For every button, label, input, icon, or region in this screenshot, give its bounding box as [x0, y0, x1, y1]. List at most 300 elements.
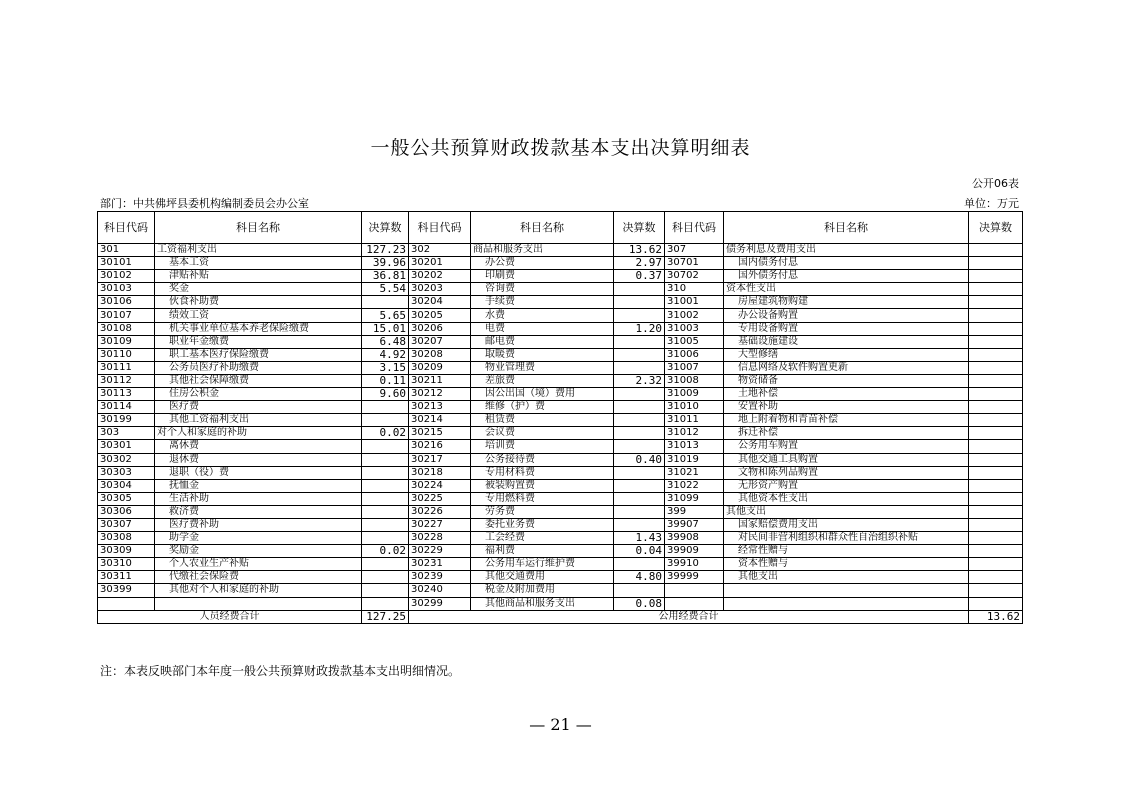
cell-name: 国外债务付息 — [724, 270, 969, 283]
cell-name: 水费 — [471, 309, 614, 322]
table-row — [98, 532, 1023, 545]
cell-code: 31005 — [665, 335, 724, 348]
cell-amount: 6.48 — [362, 335, 409, 348]
cell-code: 30303 — [98, 466, 155, 479]
table-row — [98, 335, 1023, 348]
cell-name: 劳务费 — [471, 505, 614, 518]
unit-label: 单位：万元 — [964, 197, 1019, 210]
cell-amount — [614, 505, 665, 518]
cell-amount — [362, 414, 409, 427]
cell-amount — [362, 479, 409, 492]
cell-code: 30301 — [98, 440, 155, 453]
cell-name: 安置补助 — [724, 401, 969, 414]
cell-code: 30304 — [98, 479, 155, 492]
cell-amount — [969, 388, 1023, 401]
cell-code: 30202 — [409, 270, 471, 283]
expenditure-table — [97, 211, 1023, 624]
cell-name: 代缴社会保险费 — [155, 571, 362, 584]
cell-amount — [969, 296, 1023, 309]
table-row — [98, 244, 1023, 257]
table-row — [98, 545, 1023, 558]
table-row — [98, 322, 1023, 335]
cell-code: 30216 — [409, 440, 471, 453]
cell-amount — [614, 440, 665, 453]
cell-name: 国家赔偿费用支出 — [724, 518, 969, 531]
cell-name: 住房公积金 — [155, 388, 362, 401]
cell-code: 30399 — [98, 584, 155, 597]
cell-amount — [362, 584, 409, 597]
cell-name: 拆迁补偿 — [724, 427, 969, 440]
cell-name: 医疗费补助 — [155, 518, 362, 531]
header-amount-1: 决算数 — [362, 212, 409, 244]
table-row — [98, 257, 1023, 270]
cell-name: 福利费 — [471, 545, 614, 558]
cell-amount — [969, 348, 1023, 361]
cell-name: 离休费 — [155, 440, 362, 453]
table-row — [98, 466, 1023, 479]
table-row — [98, 518, 1023, 531]
cell-amount — [614, 335, 665, 348]
cell-code: 30206 — [409, 322, 471, 335]
table-row — [98, 309, 1023, 322]
cell-code: 30225 — [409, 492, 471, 505]
cell-name: 公务用车运行维护费 — [471, 558, 614, 571]
cell-amount — [362, 518, 409, 531]
cell-name: 被装购置费 — [471, 479, 614, 492]
table-row — [98, 440, 1023, 453]
table-row — [98, 374, 1023, 387]
cell-amount: 0.37 — [614, 270, 665, 283]
cell-code: 30112 — [98, 374, 155, 387]
cell-code: 31010 — [665, 401, 724, 414]
table-row — [98, 584, 1023, 597]
cell-name: 机关事业单位基本养老保险缴费 — [155, 322, 362, 335]
cell-name: 基础设施建设 — [724, 335, 969, 348]
cell-amount: 0.02 — [362, 545, 409, 558]
cell-amount: 36.81 — [362, 270, 409, 283]
cell-name: 委托业务费 — [471, 518, 614, 531]
cell-amount — [614, 558, 665, 571]
cell-name — [724, 597, 969, 610]
cell-name: 经常性赠与 — [724, 545, 969, 558]
cell-name: 取暖费 — [471, 348, 614, 361]
cell-code: 30107 — [98, 309, 155, 322]
cell-code: 30702 — [665, 270, 724, 283]
cell-code: 30109 — [98, 335, 155, 348]
cell-name: 邮电费 — [471, 335, 614, 348]
cell-name: 伙食补助费 — [155, 296, 362, 309]
cell-name: 救济费 — [155, 505, 362, 518]
cell-amount: 127.23 — [362, 244, 409, 257]
table-note: 注：本表反映部门本年度一般公共预算财政拨款基本支出明细情况。 — [100, 664, 461, 678]
cell-amount — [362, 466, 409, 479]
cell-name: 对民间非营利组织和群众性自治组织补贴 — [724, 532, 969, 545]
cell-code: 31009 — [665, 388, 724, 401]
cell-name: 退职（役）费 — [155, 466, 362, 479]
cell-amount — [362, 492, 409, 505]
cell-name: 奖励金 — [155, 545, 362, 558]
cell-name: 绩效工资 — [155, 309, 362, 322]
cell-code: 30101 — [98, 257, 155, 270]
department-label: 部门：中共佛坪县委机构编制委员会办公室 — [100, 197, 309, 210]
cell-amount — [614, 361, 665, 374]
cell-amount — [969, 283, 1023, 296]
cell-code: 31021 — [665, 466, 724, 479]
cell-code: 39907 — [665, 518, 724, 531]
personnel-total-label: 人员经费合计 — [98, 610, 362, 623]
cell-code: 31019 — [665, 453, 724, 466]
cell-amount: 0.08 — [614, 597, 665, 610]
cell-amount — [362, 440, 409, 453]
cell-name: 电费 — [471, 322, 614, 335]
cell-amount — [969, 584, 1023, 597]
cell-name: 医疗费 — [155, 401, 362, 414]
table-row — [98, 283, 1023, 296]
cell-name: 维修（护）费 — [471, 401, 614, 414]
cell-amount: 2.32 — [614, 374, 665, 387]
cell-amount: 4.92 — [362, 348, 409, 361]
cell-amount — [969, 453, 1023, 466]
cell-amount: 4.80 — [614, 571, 665, 584]
table-row — [98, 348, 1023, 361]
cell-code: 31011 — [665, 414, 724, 427]
header-code-3: 科目代码 — [665, 212, 724, 244]
cell-amount: 0.40 — [614, 453, 665, 466]
table-row — [98, 505, 1023, 518]
cell-amount — [614, 427, 665, 440]
cell-amount: 13.62 — [614, 244, 665, 257]
cell-name: 印刷费 — [471, 270, 614, 283]
header-amount-2: 决算数 — [614, 212, 665, 244]
cell-name: 其他支出 — [724, 571, 969, 584]
table-row — [98, 401, 1023, 414]
cell-name: 职工基本医疗保险缴费 — [155, 348, 362, 361]
cell-code: 30224 — [409, 479, 471, 492]
cell-code: 310 — [665, 283, 724, 296]
cell-code — [98, 597, 155, 610]
cell-amount — [614, 388, 665, 401]
cell-name: 房屋建筑物购建 — [724, 296, 969, 309]
cell-amount — [362, 597, 409, 610]
table-row — [98, 427, 1023, 440]
public-total-label: 公用经费合计 — [409, 610, 969, 623]
cell-code: 307 — [665, 244, 724, 257]
cell-code: 30108 — [98, 322, 155, 335]
cell-amount: 5.54 — [362, 283, 409, 296]
cell-amount: 39.96 — [362, 257, 409, 270]
cell-code: 31022 — [665, 479, 724, 492]
cell-amount — [362, 296, 409, 309]
cell-name: 其他支出 — [724, 505, 969, 518]
cell-amount — [969, 505, 1023, 518]
cell-name: 债务利息及费用支出 — [724, 244, 969, 257]
table-row — [98, 296, 1023, 309]
table-row — [98, 571, 1023, 584]
cell-name: 其他商品和服务支出 — [471, 597, 614, 610]
cell-amount: 2.97 — [614, 257, 665, 270]
table-row — [98, 597, 1023, 610]
cell-name: 商品和服务支出 — [471, 244, 614, 257]
cell-amount — [614, 401, 665, 414]
cell-name: 培训费 — [471, 440, 614, 453]
cell-amount — [614, 492, 665, 505]
cell-name: 国内债务付息 — [724, 257, 969, 270]
cell-code: 39908 — [665, 532, 724, 545]
header-name-3: 科目名称 — [724, 212, 969, 244]
table-header-row — [98, 212, 1023, 244]
cell-name: 土地补偿 — [724, 388, 969, 401]
cell-amount — [614, 348, 665, 361]
cell-code: 39910 — [665, 558, 724, 571]
cell-name: 工资福利支出 — [155, 244, 362, 257]
cell-amount: 0.02 — [362, 427, 409, 440]
cell-code: 30218 — [409, 466, 471, 479]
table-row — [98, 453, 1023, 466]
cell-code: 31006 — [665, 348, 724, 361]
cell-code: 31013 — [665, 440, 724, 453]
cell-name: 因公出国（境）费用 — [471, 388, 614, 401]
cell-name: 对个人和家庭的补助 — [155, 427, 362, 440]
cell-code: 30205 — [409, 309, 471, 322]
cell-amount — [969, 270, 1023, 283]
cell-code: 30106 — [98, 296, 155, 309]
header-code-2: 科目代码 — [409, 212, 471, 244]
cell-amount — [969, 440, 1023, 453]
cell-amount — [969, 558, 1023, 571]
cell-code: 30306 — [98, 505, 155, 518]
cell-code: 30302 — [98, 453, 155, 466]
cell-amount — [362, 401, 409, 414]
cell-amount — [362, 505, 409, 518]
cell-name: 办公设备购置 — [724, 309, 969, 322]
cell-code: 30299 — [409, 597, 471, 610]
cell-amount — [614, 309, 665, 322]
cell-code: 30214 — [409, 414, 471, 427]
cell-amount — [969, 257, 1023, 270]
cell-amount — [614, 296, 665, 309]
cell-amount — [614, 283, 665, 296]
cell-code: 30207 — [409, 335, 471, 348]
cell-name: 生活补助 — [155, 492, 362, 505]
cell-code: 30114 — [98, 401, 155, 414]
cell-amount — [969, 309, 1023, 322]
cell-name: 会议费 — [471, 427, 614, 440]
cell-amount — [969, 466, 1023, 479]
cell-code: 39999 — [665, 571, 724, 584]
cell-name: 专用材料费 — [471, 466, 614, 479]
cell-amount — [969, 532, 1023, 545]
cell-amount — [362, 532, 409, 545]
cell-name: 助学金 — [155, 532, 362, 545]
cell-amount — [969, 518, 1023, 531]
cell-amount — [969, 401, 1023, 414]
cell-name: 其他对个人和家庭的补助 — [155, 584, 362, 597]
cell-code: 31007 — [665, 361, 724, 374]
cell-code: 30228 — [409, 532, 471, 545]
cell-code: 30226 — [409, 505, 471, 518]
table-row — [98, 558, 1023, 571]
table-row — [98, 492, 1023, 505]
cell-code: 30212 — [409, 388, 471, 401]
cell-code: 30240 — [409, 584, 471, 597]
totals-row — [98, 610, 1023, 623]
cell-code: 30307 — [98, 518, 155, 531]
table-row — [98, 479, 1023, 492]
cell-code — [665, 584, 724, 597]
cell-amount — [614, 466, 665, 479]
cell-name: 公务接待费 — [471, 453, 614, 466]
cell-code: 30208 — [409, 348, 471, 361]
cell-code: 30199 — [98, 414, 155, 427]
cell-name: 公务员医疗补助缴费 — [155, 361, 362, 374]
cell-name: 其他交通费用 — [471, 571, 614, 584]
cell-code: 30310 — [98, 558, 155, 571]
cell-amount — [969, 322, 1023, 335]
cell-name: 差旅费 — [471, 374, 614, 387]
cell-name: 无形资产购置 — [724, 479, 969, 492]
cell-amount — [969, 361, 1023, 374]
cell-name: 办公费 — [471, 257, 614, 270]
form-number: 公开06表 — [972, 177, 1019, 190]
cell-name — [155, 597, 362, 610]
cell-code: 31003 — [665, 322, 724, 335]
cell-amount — [969, 335, 1023, 348]
table-row — [98, 388, 1023, 401]
table-row — [98, 361, 1023, 374]
header-code-1: 科目代码 — [98, 212, 155, 244]
cell-name: 专用设备购置 — [724, 322, 969, 335]
cell-name: 奖金 — [155, 283, 362, 296]
cell-name: 其他交通工具购置 — [724, 453, 969, 466]
cell-code: 30203 — [409, 283, 471, 296]
cell-code: 302 — [409, 244, 471, 257]
page-title: 一般公共预算财政拨款基本支出决算明细表 — [370, 137, 751, 159]
cell-code: 30701 — [665, 257, 724, 270]
cell-code: 30311 — [98, 571, 155, 584]
page-number: — 21 — — [529, 715, 592, 734]
cell-name: 资本性赠与 — [724, 558, 969, 571]
cell-name: 物业管理费 — [471, 361, 614, 374]
header-name-1: 科目名称 — [155, 212, 362, 244]
cell-code: 30111 — [98, 361, 155, 374]
cell-name: 租赁费 — [471, 414, 614, 427]
cell-code: 30215 — [409, 427, 471, 440]
table-row — [98, 270, 1023, 283]
cell-name: 咨询费 — [471, 283, 614, 296]
header-name-2: 科目名称 — [471, 212, 614, 244]
cell-amount: 3.15 — [362, 361, 409, 374]
cell-code: 30201 — [409, 257, 471, 270]
cell-amount — [362, 558, 409, 571]
cell-code: 303 — [98, 427, 155, 440]
cell-code: 31008 — [665, 374, 724, 387]
cell-code: 31002 — [665, 309, 724, 322]
cell-code: 30102 — [98, 270, 155, 283]
cell-code: 31099 — [665, 492, 724, 505]
cell-name: 大型修缮 — [724, 348, 969, 361]
cell-code: 30209 — [409, 361, 471, 374]
cell-code: 30229 — [409, 545, 471, 558]
cell-code — [665, 597, 724, 610]
cell-amount — [969, 492, 1023, 505]
cell-code: 30308 — [98, 532, 155, 545]
cell-amount — [969, 545, 1023, 558]
cell-name: 个人农业生产补贴 — [155, 558, 362, 571]
cell-name: 其他资本性支出 — [724, 492, 969, 505]
cell-amount — [362, 453, 409, 466]
cell-amount — [362, 571, 409, 584]
cell-code: 30204 — [409, 296, 471, 309]
cell-code: 30231 — [409, 558, 471, 571]
cell-code: 399 — [665, 505, 724, 518]
cell-name: 职业年金缴费 — [155, 335, 362, 348]
cell-name: 手续费 — [471, 296, 614, 309]
cell-amount — [969, 479, 1023, 492]
cell-name: 工会经费 — [471, 532, 614, 545]
header-amount-3: 决算数 — [969, 212, 1023, 244]
cell-name: 退休费 — [155, 453, 362, 466]
cell-code: 31001 — [665, 296, 724, 309]
cell-amount — [969, 414, 1023, 427]
cell-code: 30110 — [98, 348, 155, 361]
public-total-value: 13.62 — [969, 610, 1023, 623]
cell-code: 30217 — [409, 453, 471, 466]
cell-amount — [969, 597, 1023, 610]
table-row — [98, 414, 1023, 427]
cell-amount: 1.20 — [614, 322, 665, 335]
cell-name: 专用燃料费 — [471, 492, 614, 505]
cell-name: 基本工资 — [155, 257, 362, 270]
cell-name: 税金及附加费用 — [471, 584, 614, 597]
cell-amount — [614, 584, 665, 597]
cell-code: 301 — [98, 244, 155, 257]
personnel-total-value: 127.25 — [362, 610, 409, 623]
cell-code: 31012 — [665, 427, 724, 440]
cell-name: 抚恤金 — [155, 479, 362, 492]
cell-name: 其他工资福利支出 — [155, 414, 362, 427]
cell-amount — [969, 244, 1023, 257]
cell-code: 30211 — [409, 374, 471, 387]
cell-name: 公务用车购置 — [724, 440, 969, 453]
cell-amount — [614, 479, 665, 492]
cell-amount: 9.60 — [362, 388, 409, 401]
cell-amount — [969, 427, 1023, 440]
cell-code: 30113 — [98, 388, 155, 401]
cell-name: 物资储备 — [724, 374, 969, 387]
cell-name: 信息网络及软件购置更新 — [724, 361, 969, 374]
cell-amount: 0.04 — [614, 545, 665, 558]
cell-code: 30227 — [409, 518, 471, 531]
cell-code: 30213 — [409, 401, 471, 414]
cell-name: 其他社会保障缴费 — [155, 374, 362, 387]
cell-amount: 5.65 — [362, 309, 409, 322]
cell-name: 文物和陈列品购置 — [724, 466, 969, 479]
cell-code: 30305 — [98, 492, 155, 505]
cell-name — [724, 584, 969, 597]
cell-amount — [969, 571, 1023, 584]
cell-amount — [614, 518, 665, 531]
cell-amount — [614, 414, 665, 427]
cell-name: 地上附着物和青苗补偿 — [724, 414, 969, 427]
cell-name: 津贴补贴 — [155, 270, 362, 283]
cell-code: 39909 — [665, 545, 724, 558]
cell-name: 资本性支出 — [724, 283, 969, 296]
cell-amount: 15.01 — [362, 322, 409, 335]
cell-amount: 0.11 — [362, 374, 409, 387]
cell-code: 30239 — [409, 571, 471, 584]
cell-code: 30309 — [98, 545, 155, 558]
cell-code: 30103 — [98, 283, 155, 296]
